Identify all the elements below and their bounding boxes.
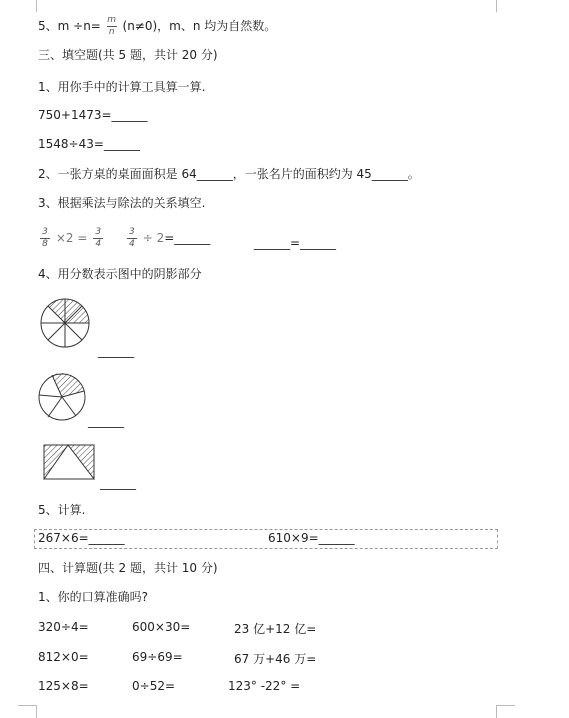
fill-5-title: 5、计算. — [38, 503, 86, 517]
fill-4-title: 4、用分数表示图中的阴影部分 — [38, 267, 202, 281]
rectangle-triangle-figure — [42, 443, 96, 481]
grid-cell: 69÷69= — [132, 650, 183, 664]
grid-cell: 123° -22° = — [228, 679, 301, 693]
fill-5-b: 610×9=______ — [268, 531, 355, 545]
grid-cell: 125×8= — [38, 679, 89, 693]
circle-fifths-figure — [36, 371, 88, 423]
q5-suffix: (n≠0)，m、n 均为自然数。 — [122, 19, 277, 33]
fraction — [107, 16, 117, 37]
fill-2: 2、一张方桌的桌面面积是 64______，一张名片的面积约为 45______。 — [38, 167, 420, 181]
eq2-blank: =______ — [164, 231, 211, 245]
denominator: 8 — [42, 239, 48, 249]
grid-cell: 0÷52= — [132, 679, 176, 693]
fraction — [93, 228, 103, 249]
fill-4-blank-2: ______ — [88, 414, 124, 428]
grid-cell: 67 万+46 万= — [234, 652, 317, 666]
grid-cell: 812×0= — [38, 650, 89, 664]
grid-cell: 320÷4= — [38, 620, 89, 634]
fill-1-title: 1、用你手中的计算工具算一算. — [38, 80, 206, 94]
section-4-title: 四、计算题(共 2 题，共计 10 分) — [38, 561, 218, 575]
fill-3-eq3: ______=______ — [254, 236, 337, 250]
q5-line — [38, 16, 276, 37]
denominator: n — [108, 27, 115, 37]
fill-1-b: 1548÷43=______ — [38, 137, 140, 151]
fill-1-a: 750+1473=______ — [38, 108, 148, 122]
grid-cell: 23 亿+12 亿= — [234, 622, 317, 636]
page-corner-mark — [496, 0, 515, 12]
circle-eighths-figure — [38, 296, 92, 350]
fill-3-equations — [38, 228, 210, 249]
page-corner-mark — [496, 705, 515, 718]
page-corner-mark — [18, 705, 37, 718]
fill-4-blank-3: ______ — [100, 476, 136, 490]
eq1-operator: ×2 = — [55, 231, 88, 245]
calc-1-title: 1、你的口算准确吗? — [38, 590, 149, 604]
numerator: 3 — [95, 227, 102, 237]
q5-prefix: 5、m ÷n= — [38, 19, 101, 33]
fill-5-a: 267×6=______ — [38, 531, 125, 545]
grid-cell: 600×30= — [132, 620, 191, 634]
eq2-operator: ÷ 2 — [142, 231, 165, 245]
numerator: 3 — [42, 227, 48, 237]
denominator: 4 — [95, 239, 102, 249]
numerator: m — [107, 15, 117, 25]
fraction — [127, 228, 137, 249]
numerator: 3 — [129, 227, 135, 237]
denominator: 4 — [129, 239, 135, 249]
fill-4-blank-1: ______ — [98, 344, 134, 358]
section-3-title: 三、填空题(共 5 题，共计 20 分) — [38, 48, 218, 62]
fill-3-title: 3、根据乘法与除法的关系填空. — [38, 196, 206, 210]
fraction — [40, 228, 50, 249]
page-corner-mark — [18, 0, 37, 12]
